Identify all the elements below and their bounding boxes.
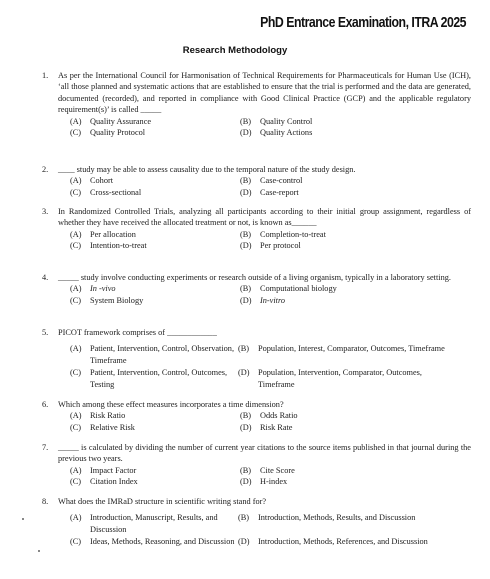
option-text: Patient, Intervention, Control, Outcomes, Testing — [90, 368, 228, 389]
option-d — [240, 422, 440, 433]
option-label: (B) — [238, 344, 250, 354]
option-label: (D) — [238, 537, 250, 547]
question-number: 7. — [42, 443, 49, 452]
question-number: 5. — [42, 328, 49, 337]
option-d — [240, 127, 440, 138]
option-text: Completion-to-treat — [260, 229, 326, 239]
question-2 — [42, 164, 471, 198]
option-text: Introduction, Manuscript, Results, and Discussion — [90, 513, 218, 534]
question-1 — [42, 70, 471, 138]
question-stem: PICOT framework comprises of ____________ — [58, 328, 217, 337]
option-b — [238, 512, 448, 535]
option-text: Intention-to-treat — [90, 241, 147, 251]
question-3 — [42, 206, 471, 252]
option-label: (D) — [240, 241, 252, 251]
option-a — [70, 116, 240, 127]
option-label: (C) — [70, 537, 82, 547]
option-c — [70, 422, 240, 433]
option-text: Case-control — [260, 176, 303, 186]
option-text: Cross-sectional — [90, 187, 142, 197]
options — [70, 410, 471, 433]
option-label: (D) — [240, 295, 252, 305]
question-stem: In Randomized Controlled Trials, analyzing all participants according to their initial group assignment, regardless of whether they have received the allocated treatment or not, is known as______ — [58, 207, 471, 228]
option-label: (B) — [240, 465, 252, 475]
option-d — [240, 295, 440, 306]
option-text: Patient, Intervention, Control, Observation, Timeframe — [90, 344, 235, 365]
options — [70, 465, 471, 488]
option-text: Population, Interest, Comparator, Outcomes, Timeframe — [258, 344, 445, 354]
option-c — [70, 127, 240, 138]
question-number: 6. — [42, 400, 49, 409]
option-c — [70, 295, 240, 306]
option-c — [70, 240, 240, 251]
option-text: In-vitro — [260, 295, 286, 305]
option-label: (A) — [70, 465, 82, 475]
option-d — [240, 240, 440, 251]
question-stem: _____ is calculated by dividing the number of current year citations to the source items published in that journal during the previous two years. — [58, 443, 471, 464]
option-text: Case-report — [260, 187, 299, 197]
option-text: System Biology — [90, 295, 144, 305]
option-label: (D) — [240, 187, 252, 197]
option-label: (D) — [240, 128, 252, 138]
option-text: Introduction, Methods, Results, and Discussion — [258, 513, 416, 523]
scan-speck — [22, 518, 24, 520]
option-label: (B) — [240, 176, 252, 186]
option-label: (A) — [70, 116, 82, 126]
question-8 — [42, 496, 471, 549]
option-d — [240, 187, 440, 198]
option-b — [240, 283, 440, 294]
option-label: (D) — [240, 477, 252, 487]
option-a — [70, 465, 240, 476]
question-stem: ____ study may be able to assess causality due to the temporal nature of the study design. — [58, 165, 356, 174]
options — [70, 283, 471, 306]
option-text: Quality Assurance — [90, 116, 152, 126]
option-a — [70, 283, 240, 294]
option-text: Computational biology — [260, 284, 337, 294]
option-label: (B) — [240, 229, 252, 239]
option-text: Per allocation — [90, 229, 136, 239]
question-number: 4. — [42, 273, 49, 282]
options — [70, 229, 471, 252]
option-label: (B) — [240, 411, 252, 421]
option-text: Population, Intervention, Comparator, Outcomes, Timeframe — [258, 368, 422, 389]
option-text: Cite Score — [260, 465, 295, 475]
option-text: Cohort — [90, 176, 114, 186]
option-label: (C) — [70, 241, 82, 251]
option-b — [240, 229, 440, 240]
option-label: (C) — [70, 187, 82, 197]
option-b — [240, 410, 440, 421]
option-a — [70, 410, 240, 421]
question-5 — [42, 327, 471, 391]
option-b — [240, 465, 440, 476]
question-number: 1. — [42, 71, 49, 80]
option-label: (C) — [70, 422, 82, 432]
option-label: (C) — [70, 295, 82, 305]
scan-speck — [38, 550, 40, 552]
question-4 — [42, 272, 471, 306]
option-text: Risk Rate — [260, 422, 293, 432]
option-text: Quality Actions — [260, 128, 313, 138]
option-b — [240, 116, 440, 127]
option-text: In -vivo — [90, 284, 116, 294]
option-text: Risk Ratio — [90, 411, 126, 421]
option-text: Introduction, Methods, References, and Discussion — [258, 537, 428, 547]
option-label: (D) — [238, 368, 250, 378]
option-c — [70, 476, 240, 487]
option-d — [238, 536, 448, 547]
options — [70, 116, 471, 139]
option-label: (A) — [70, 229, 82, 239]
options — [70, 175, 471, 198]
option-label: (C) — [70, 477, 82, 487]
option-d — [238, 367, 448, 390]
question-number: 8. — [42, 497, 49, 506]
option-b — [238, 343, 448, 366]
option-label: (A) — [70, 176, 82, 186]
option-text: Quality Control — [260, 116, 313, 126]
option-b — [240, 175, 440, 186]
option-text: Per protocol — [260, 241, 301, 251]
question-number: 3. — [42, 207, 49, 216]
option-a — [70, 512, 238, 535]
option-c — [70, 187, 240, 198]
question-stem: Which among these effect measures incorporates a time dimension? — [58, 400, 284, 409]
option-text: Odds Ratio — [260, 411, 298, 421]
options — [70, 343, 471, 391]
question-number: 2. — [42, 165, 49, 174]
option-a — [70, 175, 240, 186]
section-title: Research Methodology — [182, 45, 288, 56]
option-text: Relative Risk — [90, 422, 135, 432]
option-label: (A) — [70, 411, 82, 421]
option-label: (B) — [240, 284, 252, 294]
option-label: (C) — [70, 368, 82, 378]
option-text: Quality Protocol — [90, 128, 146, 138]
option-text: H-index — [260, 477, 288, 487]
question-stem: As per the International Council for Harmonisation of Technical Requirements for Pharmaceuticals for Human Use (ICH), ‘all those planned and systematic actions that are established to ensure that the trial is performed and the data are generated, documented (recorded), and reported in compliance with Good Clinical Practice (GCP) and the applicable regulatory requirement(s)’ is called _____ — [58, 71, 471, 115]
question-stem: _____ study involve conducting experiments or research outside of a living organism, typically in a laboratory setting. — [58, 273, 451, 282]
option-a — [70, 343, 238, 366]
option-c — [70, 367, 238, 390]
option-label: (C) — [70, 128, 82, 138]
question-7 — [42, 442, 471, 488]
option-text: Citation Index — [90, 477, 138, 487]
option-label: (B) — [240, 116, 252, 126]
options — [70, 512, 471, 548]
option-a — [70, 229, 240, 240]
option-c — [70, 536, 238, 547]
question-stem: What does the IMRaD structure in scientific writing stand for? — [58, 497, 267, 506]
option-label: (A) — [70, 344, 82, 354]
option-text: Impact Factor — [90, 465, 137, 475]
option-label: (D) — [240, 422, 252, 432]
option-label: (A) — [70, 513, 82, 523]
option-text: Ideas, Methods, Reasoning, and Discussion — [90, 537, 235, 547]
option-label: (A) — [70, 284, 82, 294]
option-label: (B) — [238, 513, 250, 523]
question-6 — [42, 399, 471, 433]
exam-header: PhD Entrance Examination, ITRA 2025 — [260, 14, 466, 31]
option-d — [240, 476, 440, 487]
